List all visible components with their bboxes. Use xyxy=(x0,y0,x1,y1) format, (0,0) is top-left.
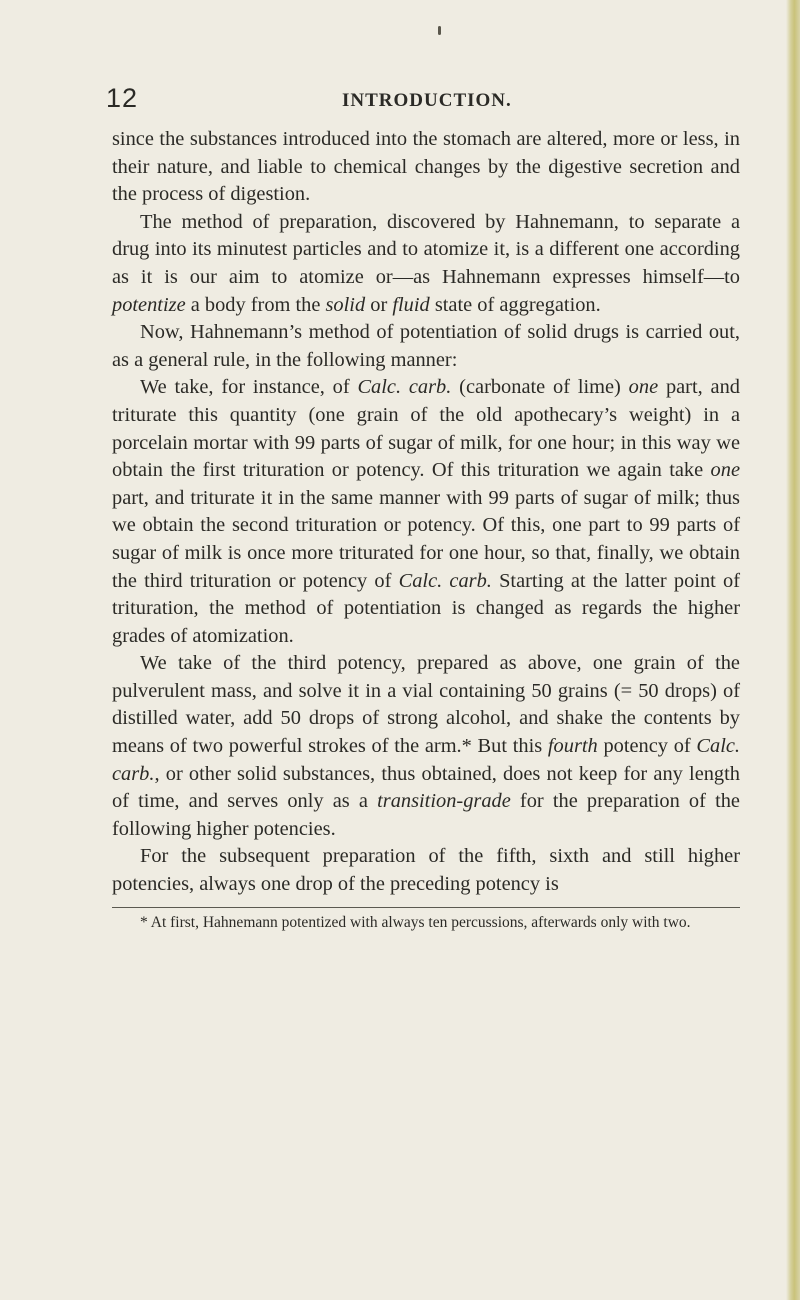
text-run: potency of xyxy=(597,735,697,758)
italic-text: Calc. carb. xyxy=(112,735,741,785)
italic-text: potentize xyxy=(112,293,186,316)
text-run: or xyxy=(365,293,393,316)
italic-text: solid xyxy=(325,293,366,316)
text-run: part, and triturate this quantity (one grain of the old apothecary’s weight) in a porcelain mortar with 99 parts of sugar of milk, for one hour; in this way we obtain the first trituration or potency. Of this trituration we again take xyxy=(112,376,740,482)
italic-text: fourth xyxy=(547,735,598,758)
italic-text: Calc. carb. xyxy=(357,376,452,399)
italic-text: one xyxy=(628,376,659,399)
footnote: * At first, Hahnemann potentized with always ten percussions, afterwards only with two. xyxy=(140,913,691,931)
paragraph xyxy=(112,843,740,898)
page-edge xyxy=(786,0,800,1300)
paragraph xyxy=(112,374,740,650)
body-text xyxy=(112,126,740,899)
text-run: The method of preparation, discovered by Hahnemann, to separate a drug into its minutest particles and to atomize it, is a different one according as it is our aim to atomize or—as Hahnemann expresses himself—to xyxy=(112,210,740,288)
text-run: For the subsequent preparation of the fifth, sixth and still higher potencies, always one drop of the preceding potency is xyxy=(112,845,740,896)
running-head: INTRODUCTION. xyxy=(342,90,512,111)
italic-text: fluid xyxy=(392,293,430,316)
footnote-rule xyxy=(112,907,740,908)
text-run: state of aggregation. xyxy=(429,293,601,316)
text-run: (carbonate of lime) xyxy=(451,376,629,399)
ink-speck xyxy=(438,26,441,35)
italic-text: one xyxy=(710,459,740,482)
page-header xyxy=(106,83,740,126)
text-run: since the substances introduced into the stomach are altered, more or less, in their nature, and liable to chemical changes by the digestive secretion and the process of digestion. xyxy=(112,128,740,206)
text-run: Now, Hahnemann’s method of potentiation of solid drugs is carried out, as a general rule, in the following manner: xyxy=(112,321,740,371)
text-run: We take, for instance, of xyxy=(140,376,358,399)
paragraph xyxy=(112,209,740,319)
text-run: part, and triturate it in the same manner with 99 parts of sugar of milk; thus we obtain the second trituration or potency. Of this, one part to 99 parts of sugar of milk is once more triturated for one hour, so that, finally, we obtain the third trituration or potency of xyxy=(112,486,740,592)
italic-text: Calc. carb. xyxy=(398,569,492,592)
paragraph xyxy=(112,319,740,374)
book-page xyxy=(106,83,741,933)
text-run: We take of the third potency, prepared as above, one grain of the pulverulent mass, and solve it in a vial containing 50 grains (= 50 drops) of distilled water, add 50 drops of strong alcohol, and shake the contents by means of two powerful strokes of the arm.* But this xyxy=(112,652,740,758)
paragraph xyxy=(112,650,740,843)
text-run: for the preparation of the following higher potencies. xyxy=(112,790,740,840)
paragraph xyxy=(112,126,740,209)
text-run: Starting at the latter point of trituration, the method of potentiation is changed as regards the higher grades of atomization. xyxy=(112,569,740,647)
text-run: , or other solid substances, thus obtained, does not keep for any length of time, and serves only as a xyxy=(112,762,740,813)
page-number: 12 xyxy=(106,83,139,113)
italic-text: transition-grade xyxy=(377,790,511,813)
text-run: a body from the xyxy=(185,293,326,316)
